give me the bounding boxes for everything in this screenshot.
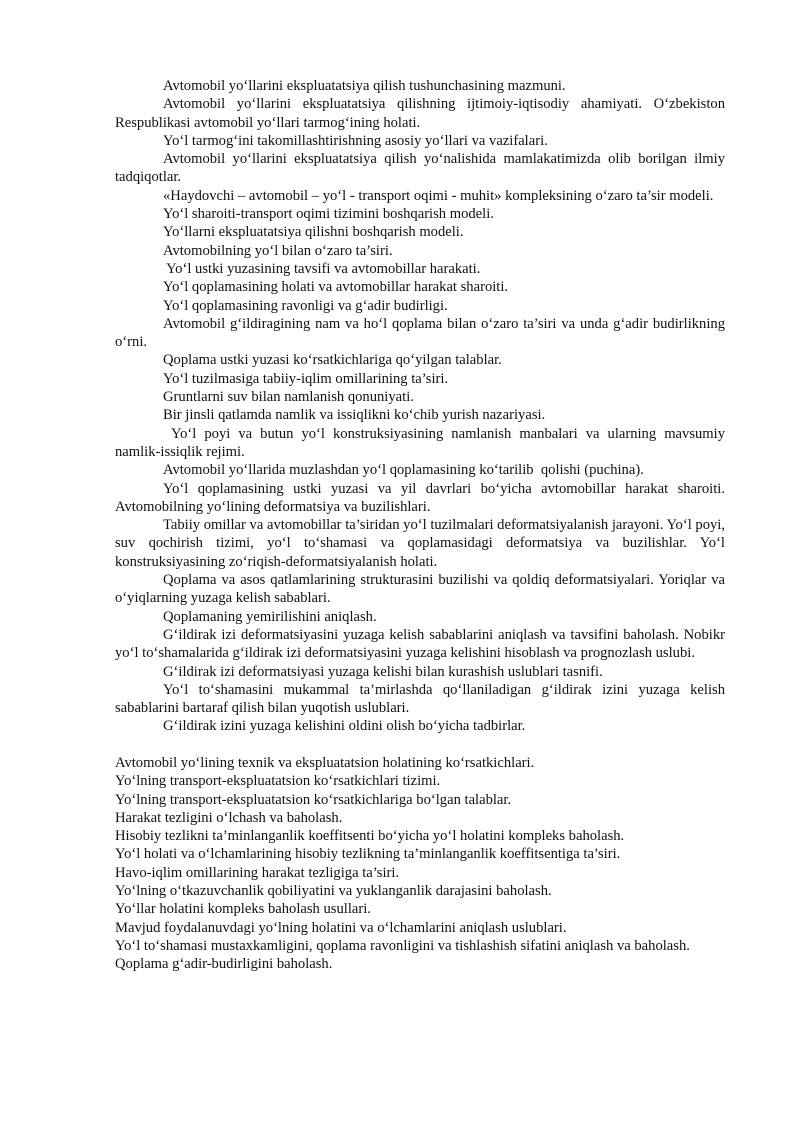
topic-line: Yo‘l tuzilmasiga tabiiy-iqlim omillarining ta’siri. [163, 370, 449, 387]
topic-line: Yo‘l sharoiti-transport oqimi tizimini boshqarish modeli. [163, 206, 494, 223]
question-line: Havo-iqlim omillarining harakat tezligiga ta’siri. [115, 864, 400, 881]
question-line: Avtomobil yo‘lining texnik va ekspluatatsion holatining ko‘rsatkichlari. [115, 754, 535, 771]
topic-line: Qoplamaning yemirilishini aniqlash. [163, 608, 377, 625]
question-line: Yo‘l to‘shamasi mustaxkamligini, qoplama ravonligini va tishlashish sifatini aniqlash va baholash. [115, 937, 690, 954]
topic-line: Avtomobilning yo‘l bilan o‘zaro ta’siri. [163, 242, 393, 259]
topic-line: G‘ildirak izini yuzaga kelishini oldini olish bo‘yicha tadbirlar. [163, 718, 526, 735]
blank-line [115, 736, 725, 754]
question-line: Yo‘lning transport-ekspluatatsion ko‘rsatkichlari tizimi. [115, 773, 441, 790]
topic-line: Qoplama va asos qatlamlarining strukturasini buzilishi va qoldiq deformatsiyalari. Yoriqlar va o‘yiqlarning yuzaga kelish sabablari. [115, 572, 725, 607]
topic-line: Yo‘l to‘shamasini mukammal ta’mirlashda qo‘llaniladigan g‘ildirak izini yuzaga kelish sabablarini bartaraf qilish bilan yuqotish uslublari. [115, 681, 725, 717]
topic-line: Avtomobil yo‘llarini ekspluatatsiya qilishning ijtimoiy-iqtisodiy ahamiyati. O‘zbekiston Respublikasi avtomobil yo‘llari tarmog‘ining holati. [115, 96, 725, 131]
topic-line: Yo‘l poyi va butun yo‘l konstruksiyasining namlanish manbalari va ularning mavsumiy namlik-issiqlik rejimi. [115, 425, 729, 460]
question-line: Mavjud foydalanuvdagi yo‘lning holatini va o‘lchamlarini aniqlash uslublari. [115, 919, 567, 936]
topic-line: Avtomobil yo‘llarini ekspluatatsiya qilish yo‘nalishida mamlakatimizda olib borilgan ilmiy tadqiqotlar. [115, 151, 725, 186]
question-line: Yo‘llar holatini kompleks baholash usullari. [115, 901, 371, 918]
topic-line: Qoplama ustki yuzasi ko‘rsatkichlariga qo‘yilgan talablar. [163, 352, 502, 369]
question-line: Hisobiy tezlikni ta’minlanganlik koeffitsenti bo‘yicha yo‘l holatini kompleks baholash. [115, 828, 625, 845]
question-line: Yo‘lning transport-ekspluatatsion ko‘rsatkichlariga bo‘lgan talablar. [115, 791, 512, 808]
topic-line: «Haydovchi – avtomobil – yo‘l - transport oqimi - muhit» kompleksining o‘zaro ta’sir modeli. [163, 187, 714, 204]
question-line: Yo‘l holati va o‘lchamlarining hisobiy tezlikning ta’minlanganlik koeffitsentiga ta’siri. [115, 846, 621, 863]
topic-line: Yo‘l tarmog‘ini takomillashtirishning asosiy yo‘llari va vazifalari. [163, 132, 548, 149]
question-line: Yo‘lning o‘tkazuvchanlik qobiliyatini va yuklanganlik darajasini baholash. [115, 883, 552, 900]
topic-line: Yo‘l qoplamasining holati va avtomobillar harakat sharoiti. [163, 279, 509, 296]
topic-line: Yo‘l ustki yuzasining tavsifi va avtomobillar harakati. [163, 260, 481, 277]
question-line: Qoplama g‘adir-budirligini baholash. [115, 956, 333, 973]
topic-line: Avtomobil g‘ildiragining nam va ho‘l qoplama bilan o‘zaro ta’siri va unda g‘adir budirlikning o‘rni. [115, 315, 725, 351]
topic-line: G‘ildirak izi deformatsiyasini yuzaga kelish sabablarini aniqlash va tavsifini baholash. Nobikr yo‘l to‘shamalarida g‘ildirak izi deformatsiyasini yuzaga kelishini hisoblash va prognozlash uslubi. [115, 626, 725, 662]
question-line: Harakat tezligini o‘lchash va baholash. [115, 809, 343, 826]
topic-line: Bir jinsli qatlamda namlik va issiqlikni ko‘chib yurish nazariyasi. [163, 407, 546, 424]
topic-line: Yo‘llarni ekspluatatsiya qilishni boshqarish modeli. [163, 224, 464, 241]
topic-line: Yo‘l qoplamasining ustki yuzasi va yil davrlari bo‘yicha avtomobillar harakat sharoiti. Avtomobilning yo‘lining deformatsiya va buzilishlari. [115, 480, 725, 515]
document-page [115, 77, 729, 974]
topics-section [115, 77, 729, 736]
topic-line: Yo‘l qoplamasining ravonligi va g‘adir budirligi. [163, 297, 448, 314]
questions-section [115, 754, 725, 974]
topic-line: Avtomobil yo‘llarini ekspluatatsiya qilish tushunchasining mazmuni. [163, 78, 566, 94]
topic-line: Gruntlarni suv bilan namlanish qonuniyati. [163, 389, 414, 406]
topic-line: Tabiiy omillar va avtomobillar ta’siridan yo‘l tuzilmalari deformatsiyalanish jarayoni. Yo‘l poyi, suv qochirish tizimi, yo‘l to‘shamasi va qoplamasidagi deformatsiya va buzilishlar. Yo‘l konstruksiyasining zo‘riqish-deformatsiyalanish holati. [115, 517, 725, 570]
topic-line: Avtomobil yo‘llarida muzlashdan yo‘l qoplamasining ko‘tarilib qolishi (puchina). [163, 462, 644, 479]
topic-line: G‘ildirak izi deformatsiyasi yuzaga kelishi bilan kurashish uslublari tasnifi. [163, 663, 603, 680]
